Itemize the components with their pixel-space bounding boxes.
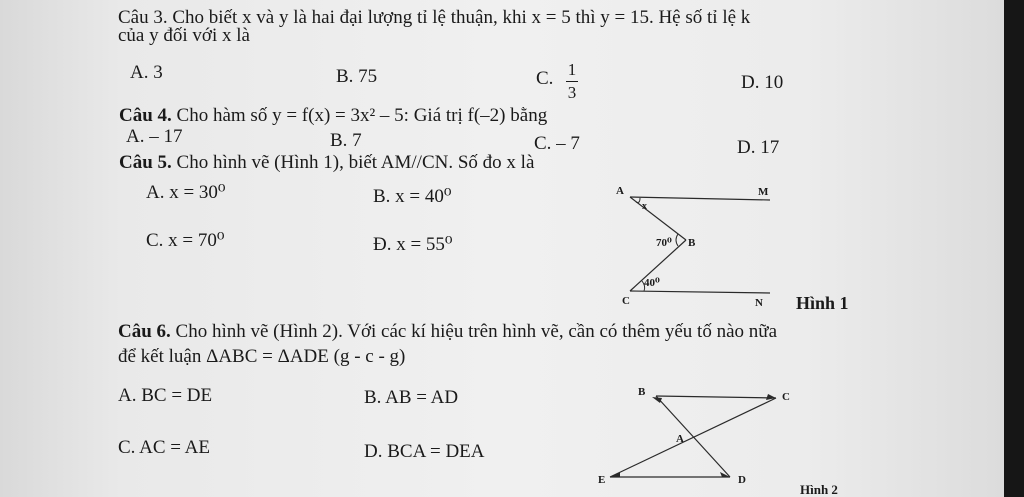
label-m: M	[758, 186, 769, 198]
q6-line2: để kết luận ΔABC = ΔADE (g - c - g)	[118, 346, 406, 367]
q5-option-c: C. x = 70⁰	[146, 230, 225, 251]
angle-x-arc	[636, 198, 640, 203]
dark-background-edge	[1004, 0, 1024, 497]
fraction-denominator: 3	[567, 83, 577, 102]
q6-text: Cho hình vẽ (Hình 2). Với các kí hiệu trên hình vẽ, cần có thêm yếu tố nào nữa	[170, 321, 777, 342]
q3-option-b: B. 75	[336, 66, 378, 87]
q4-option-c: C. – 7	[534, 133, 580, 154]
q5-option-d: Đ. x = 55⁰	[373, 234, 453, 255]
q5-option-b: B. x = 40⁰	[373, 186, 452, 207]
figure-2-caption: Hình 2	[800, 482, 838, 497]
angle-mark-b	[652, 397, 662, 403]
angle-mark-e	[610, 472, 620, 477]
figure-1-caption: Hình 1	[796, 293, 849, 313]
label-b2: B	[638, 386, 646, 398]
label-x: x	[642, 201, 647, 212]
q3-option-a: A. 3	[130, 62, 163, 83]
label-angle-b: 70⁰	[656, 237, 672, 249]
q3-line1: Câu 3. Cho biết x và y là hai đại lượng tỉ lệ thuận, khi x = 5 thì y = 15. Hệ số tỉ lệ k	[118, 7, 751, 28]
label-d2: D	[738, 474, 746, 486]
segment-ce	[610, 398, 776, 477]
label-a2: A	[676, 433, 684, 445]
q5-question	[119, 152, 534, 174]
q6-option-c: C. AC = AE	[118, 437, 211, 458]
q4-option-a: A. – 17	[126, 126, 183, 147]
q6-question	[118, 321, 777, 343]
q5-option-a: A. x = 30⁰	[146, 182, 226, 203]
label-e2: E	[598, 474, 606, 486]
q5-label: Câu 5.	[119, 152, 172, 173]
label-c: C	[622, 295, 630, 307]
q3-option-d: D. 10	[741, 72, 784, 93]
q3-option-c-fraction	[566, 60, 578, 103]
q6-label: Câu 6.	[118, 321, 171, 342]
label-a: A	[616, 185, 624, 197]
figure-1	[600, 178, 890, 318]
q3-line2: của y đối với x là	[118, 25, 250, 46]
q6-option-d: D. BCA = DEA	[364, 441, 485, 462]
segment-bc-2	[656, 396, 776, 398]
q4-label: Câu 4.	[119, 105, 172, 126]
label-c2: C	[782, 391, 790, 403]
fraction-bar	[566, 81, 578, 82]
q4-text: Cho hàm số y = f(x) = 3x² – 5: Giá trị f(–2) bằng	[171, 105, 548, 126]
fraction-numerator: 1	[567, 60, 577, 79]
q4-question	[119, 105, 547, 127]
figure-2	[590, 380, 890, 497]
label-n: N	[755, 297, 763, 309]
segment-ab	[630, 197, 686, 240]
q6-option-b: B. AB = AD	[364, 387, 459, 408]
line-cn	[630, 291, 770, 293]
q5-text: Cho hình vẽ (Hình 1), biết AM//CN. Số đo x là	[171, 152, 535, 173]
q3-option-c-prefix: C.	[536, 68, 554, 89]
angle-b-arc	[676, 234, 678, 246]
q4-option-d: D. 17	[737, 137, 780, 158]
q6-option-a: A. BC = DE	[118, 385, 213, 406]
label-angle-c: 40⁰	[644, 277, 660, 289]
segment-bd	[656, 396, 730, 477]
line-am	[630, 197, 770, 200]
q4-option-b: B. 7	[330, 130, 362, 151]
label-b: B	[688, 237, 696, 249]
